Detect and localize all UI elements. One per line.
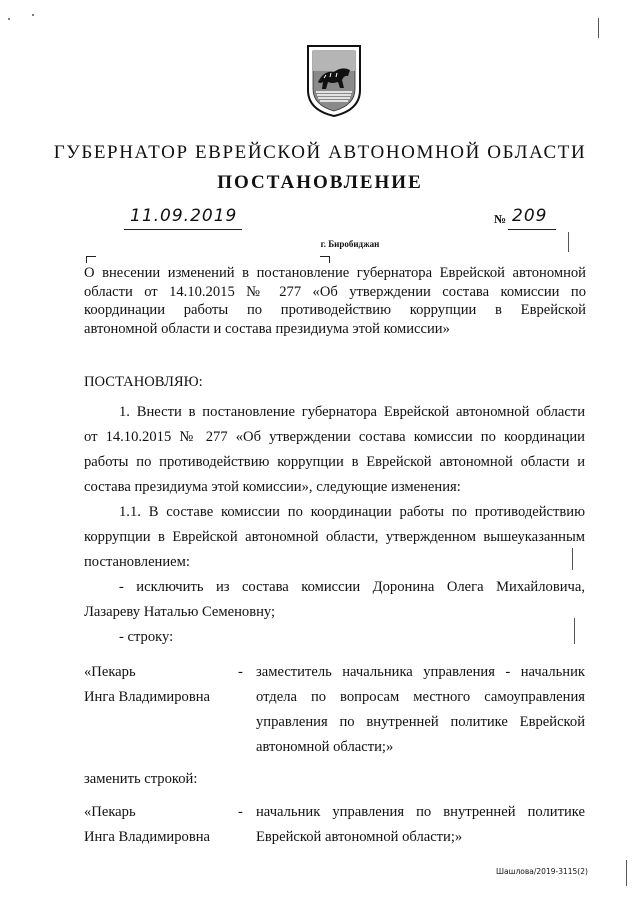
subject-line: координации работы по противодействию коррупции в Еврейской bbox=[84, 302, 586, 319]
entry-description: Еврейской автономной области;» bbox=[256, 829, 463, 845]
subject-line: автономной области и состава президиума этой комиссии» bbox=[84, 320, 450, 337]
scan-mark bbox=[626, 860, 627, 886]
date-underline bbox=[124, 229, 242, 230]
scan-mark bbox=[572, 548, 573, 570]
entry-description: заместитель начальника управления - начальник bbox=[256, 664, 585, 680]
entry-name: Инга Владимировна bbox=[84, 829, 211, 845]
replace-label: заменить строкой: bbox=[84, 771, 198, 787]
number-label: № bbox=[494, 212, 507, 226]
subject-line: О внесении изменений в постановление губернатора Еврейской автономной bbox=[84, 265, 586, 281]
scan-speck bbox=[32, 14, 34, 16]
entry-description: управления по внутренней политике Еврейской bbox=[256, 714, 585, 730]
number-underline bbox=[508, 229, 556, 230]
entry-name: «Пекарь bbox=[84, 664, 136, 680]
paragraph-line: от 14.10.2015 № 277 «Об утверждении состава комиссии по координации bbox=[84, 429, 585, 445]
coat-of-arms-emblem bbox=[304, 42, 364, 118]
document-number: 209 bbox=[512, 206, 548, 226]
scan-mark bbox=[598, 18, 599, 38]
entry-dash: - bbox=[238, 804, 243, 820]
scan-mark bbox=[574, 618, 575, 644]
exclude-line: Лазареву Наталью Семеновну; bbox=[84, 604, 276, 620]
executor-footer: Шашлова/2019-3115(2) bbox=[496, 867, 588, 876]
entry-dash: - bbox=[238, 664, 243, 680]
scan-speck bbox=[8, 18, 10, 20]
document-title: ПОСТАНОВЛЕНИЕ bbox=[217, 172, 423, 193]
paragraph-line: постановлением: bbox=[84, 554, 190, 570]
paragraph-line: работы по противодействию коррупции в Еврейской автономной области и bbox=[84, 454, 585, 470]
entry-description: автономной области;» bbox=[256, 739, 394, 755]
governor-heading: ГУБЕРНАТОР ЕВРЕЙСКОЙ АВТОНОМНОЙ ОБЛАСТИ bbox=[53, 142, 587, 163]
entry-name: «Пекарь bbox=[84, 804, 136, 820]
city-label: г. Биробиджан bbox=[320, 239, 380, 249]
paragraph-line: коррупции в Еврейской автономной области, утвержденном вышеуказанным bbox=[84, 529, 585, 545]
document-subject bbox=[84, 264, 586, 338]
entry-description: начальник управления по внутренней политике bbox=[256, 804, 585, 820]
document-date: 11.09.2019 bbox=[130, 206, 238, 226]
subject-bracket-right bbox=[320, 256, 330, 263]
exclude-line: - исключить из состава комиссии Доронина Олега Михайловича, bbox=[119, 579, 585, 595]
row-label: - строку: bbox=[119, 629, 174, 645]
paragraph-line: 1.1. В составе комиссии по координации работы по противодействию bbox=[119, 504, 585, 520]
decree-word: ПОСТАНОВЛЯЮ: bbox=[84, 374, 203, 390]
paragraph-line: 1. Внести в постановление губернатора Еврейской автономной области bbox=[119, 404, 585, 420]
entry-name: Инга Владимировна bbox=[84, 689, 211, 705]
subject-bracket-left bbox=[86, 256, 96, 263]
subject-line: области от 14.10.2015 № 277 «Об утверждении состава комиссии по bbox=[84, 283, 586, 300]
paragraph-line: состава президиума этой комиссии», следующие изменения: bbox=[84, 479, 461, 495]
entry-description: отдела по вопросам местного самоуправления bbox=[256, 689, 585, 705]
